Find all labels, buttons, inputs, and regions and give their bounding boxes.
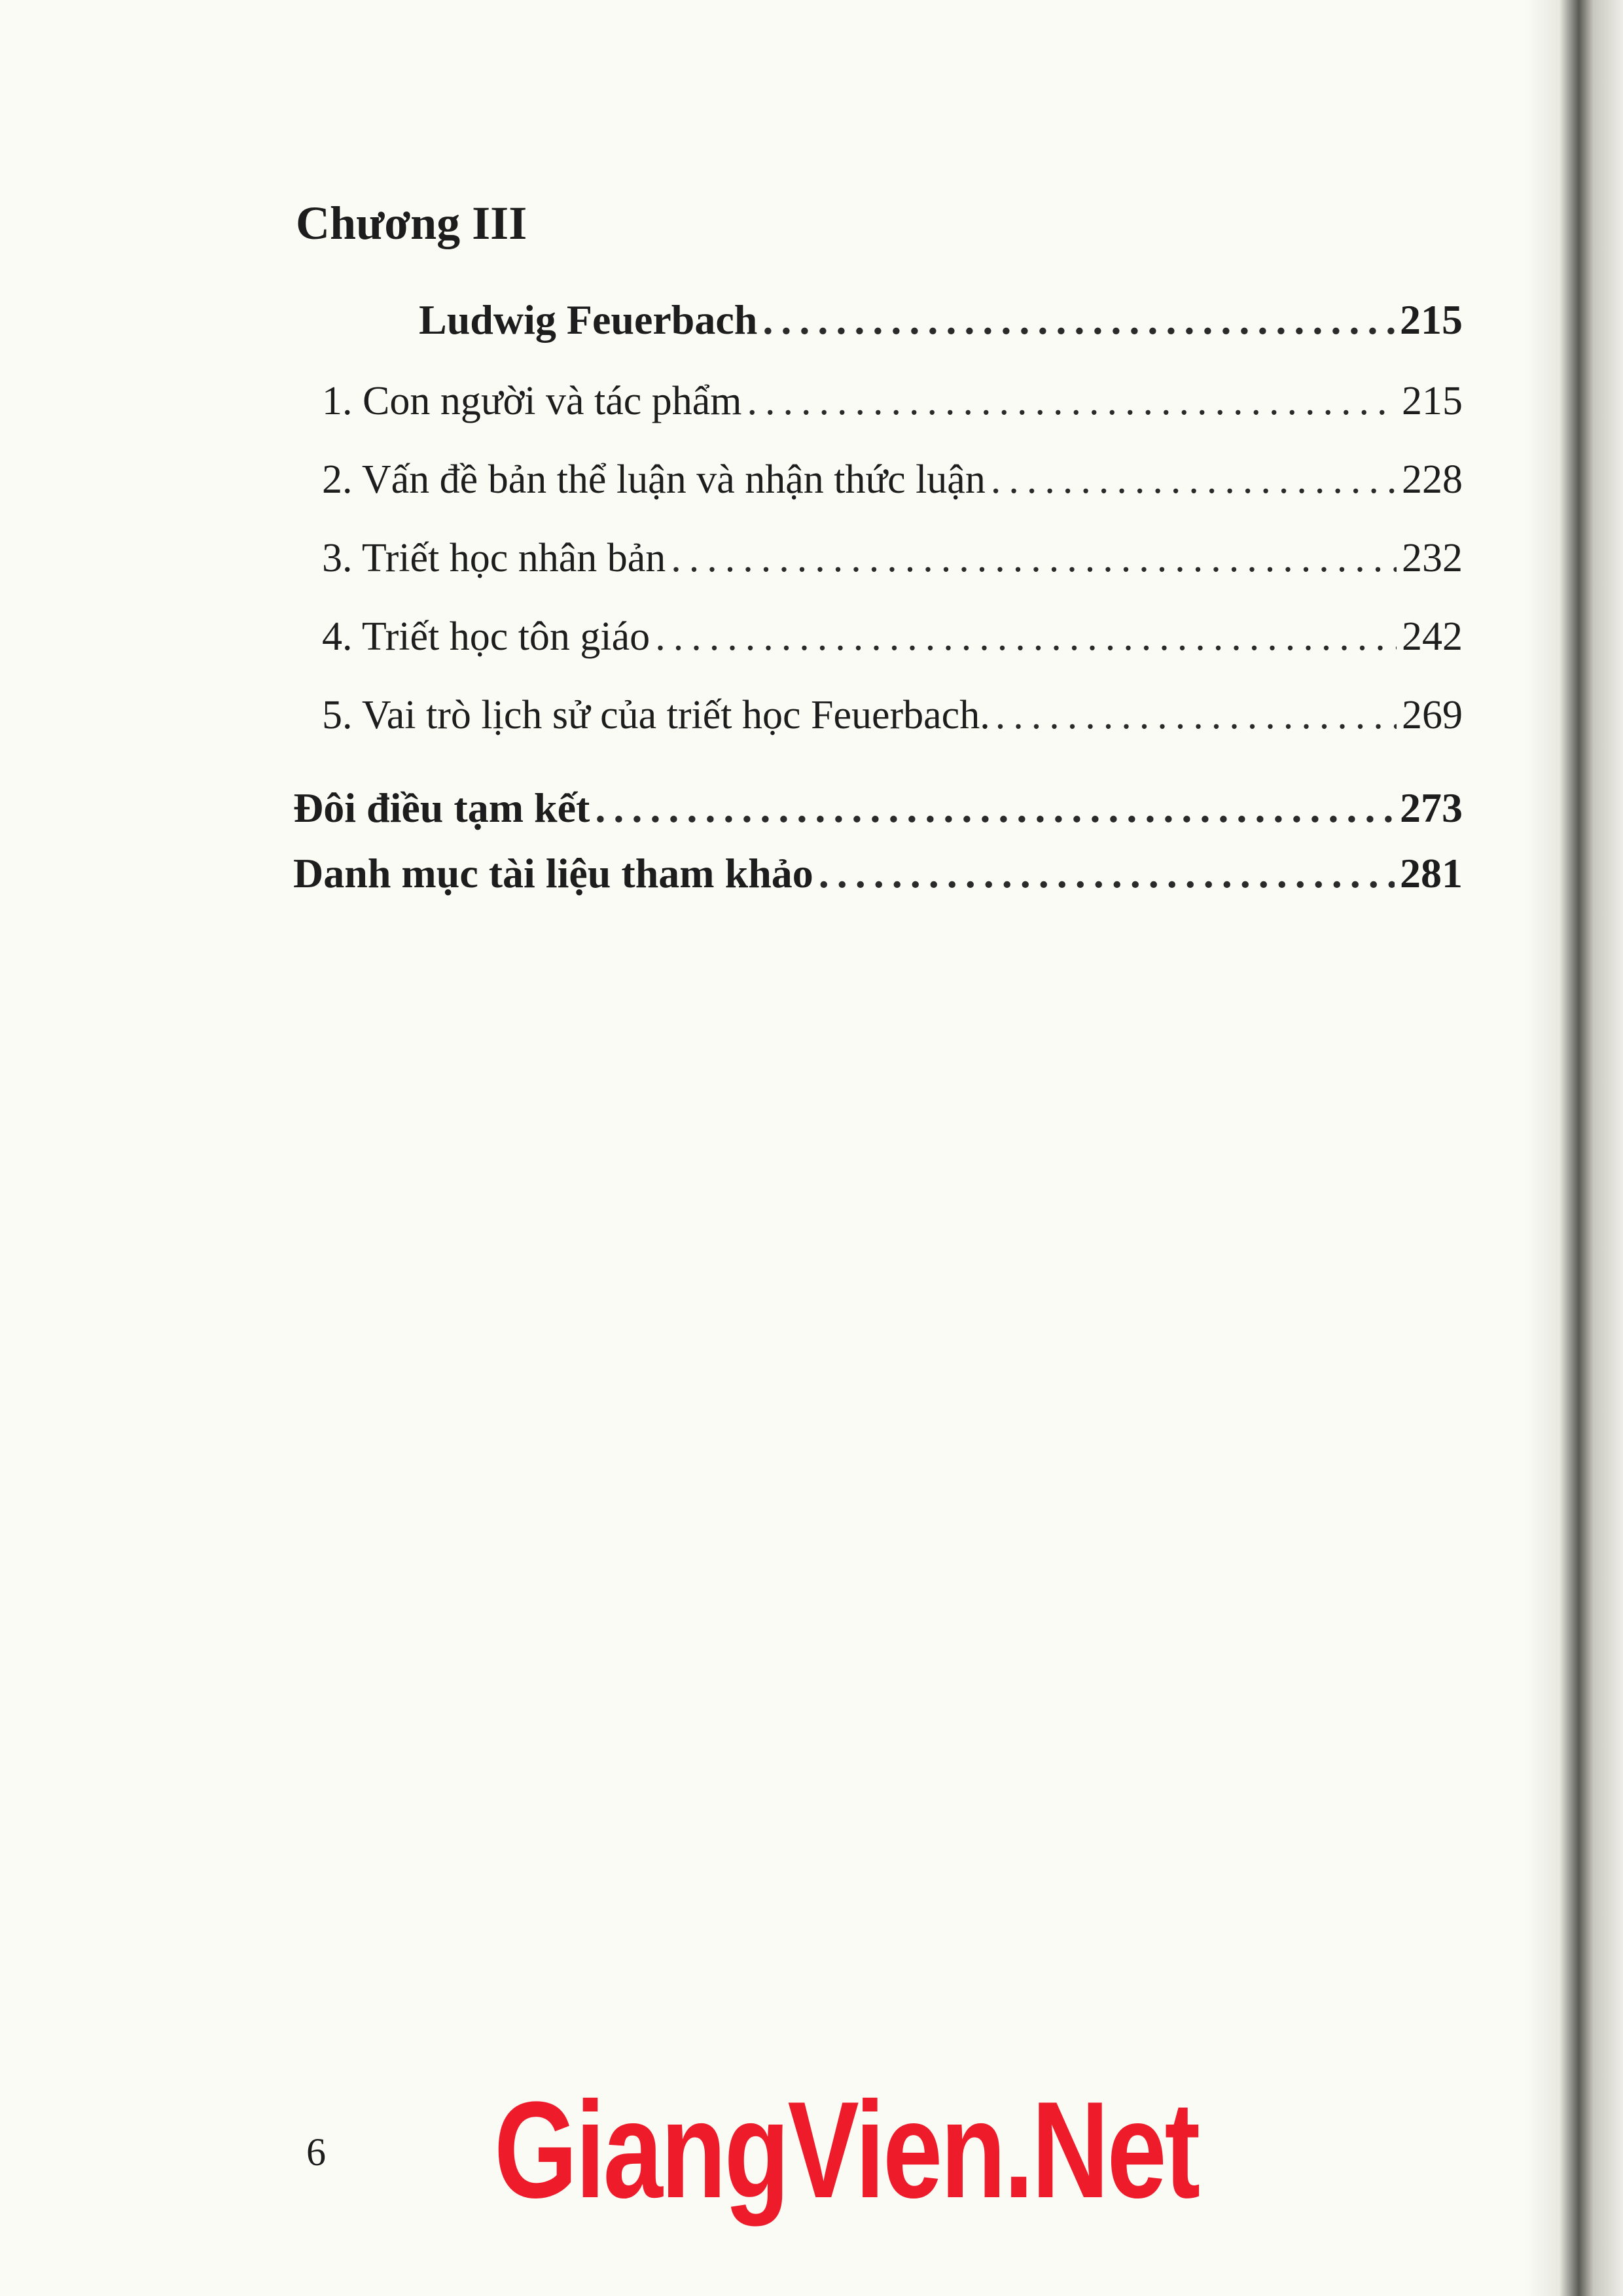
toc-entry [322,692,1463,739]
toc-entry-label: 3. Triết học nhân bản [322,536,666,580]
toc-entry-page: 242 [1402,614,1463,659]
dot-leader [671,535,1397,582]
toc-entry-label: Đôi điều tạm kết [293,785,590,831]
dot-leader [747,378,1397,425]
dot-leader [995,692,1397,739]
page-binding-edge [1525,0,1623,2296]
toc-entry-page: 281 [1400,850,1463,896]
dot-leader [762,296,1395,344]
toc-section-title [419,296,1463,344]
chapter-heading: Chương III [296,197,527,249]
toc-entry-label: Danh mục tài liệu tham khảo [293,850,813,896]
toc-entry [322,535,1463,582]
toc-entry-page: 215 [1400,296,1463,343]
toc-closing-entry [293,849,1463,898]
toc-entry [322,378,1463,425]
dot-leader [819,849,1395,898]
toc-entry-label: 4. Triết học tôn giáo [322,614,651,659]
toc-entry [322,457,1463,503]
toc-entry-page: 273 [1400,785,1463,831]
page-number: 6 [306,2130,326,2174]
toc-entry-label: 5. Vai trò lịch sử của triết học Feuerbach. [322,693,990,737]
toc-entry-page: 215 [1402,379,1463,423]
toc-entry-page: 228 [1402,457,1463,502]
dot-leader [595,784,1395,832]
toc-closing-entry [293,784,1463,832]
toc-entry-page: 232 [1402,536,1463,580]
toc-entry-label: 1. Con người và tác phẩm [322,379,742,423]
toc-entry-page: 269 [1402,693,1463,737]
dot-leader [655,614,1397,660]
toc-entry [322,614,1463,660]
watermark-logo: GiangVien.Net [494,2073,1198,2227]
toc-entry-label: 2. Vấn đề bản thể luận và nhận thức luận [322,457,986,502]
dot-leader [991,457,1397,503]
toc-entry-label: Ludwig Feuerbach [419,296,758,343]
